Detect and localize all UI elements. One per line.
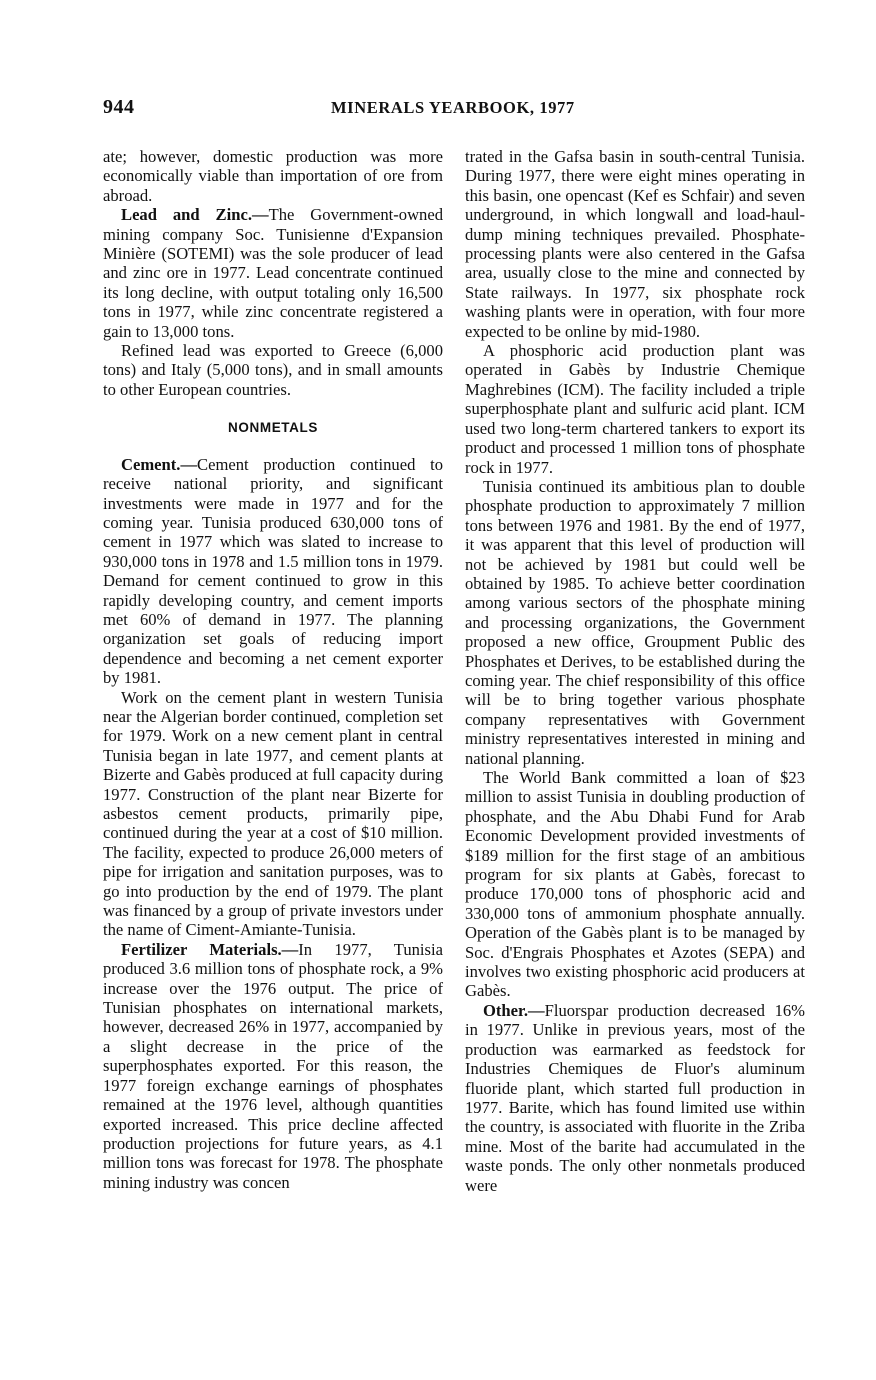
paragraph-gafsa: trated in the Gafsa basin in south-central Tunisia. During 1977, there were eight mines operating in this basin, one opencast (Kef es Schfair) and seven underground, in which longwall and load-haul-dump mining techniques prevailed. Phosphate-processing plants were also centered in the Gafsa area, usually close to the mine and connected by State railways. In 1977, six phosphate rock washing plants were in operation, with four more expected to be online by mid-1980. [465, 147, 805, 341]
paragraph-lead-zinc [103, 205, 443, 341]
run-in-heading-fertilizer: Fertilizer Materials.— [121, 939, 299, 959]
paragraph-text: Fluorspar production decreased 16% in 1977. Unlike in previous years, most of the production was earmarked as feedstock for Industries Chemiques de Fluor's aluminum fluoride plant, which started full production in 1977. Barite, which has found limited use within the country, is associated with fluorite in the Zriba mine. Most of the barite had accumulated in the waste ponds. The only other nonmetals produced were [465, 1000, 805, 1195]
paragraph-refined-lead: Refined lead was exported to Greece (6,000 tons) and Italy (5,000 tons), and in small amounts to other European countries. [103, 341, 443, 399]
section-heading-nonmetals: NONMETALS [228, 420, 318, 436]
paragraph-text: The Government-owned mining company Soc. Tunisienne d'Expansion Minière (SOTEMI) was the sole producer of lead and zinc ore in 1977. Lead concentrate continued its long decline, with output totaling only 16,500 tons in 1977, while zinc concentrate registered a gain to 13,000 tons. [103, 205, 444, 341]
page-number: 944 [103, 96, 135, 118]
run-in-heading-lead-zinc: Lead and Zinc.— [121, 205, 269, 225]
paragraph-cement-plant: Work on the cement plant in western Tunisia near the Algerian border continued, completion set for 1979. Work on a new cement plant in central Tunisia began in late 1977, and cement plants at Bizerte and Gabès produced at full capacity during 1977. Construction of the plant near Bizerte for asbestos cement products, primarily pipe, continued during the year at a cost of $10 million. The facility, expected to produce 26,000 meters of pipe for irrigation and sanitation purposes, was to go into production by the end of 1979. The plant was financed by a group of private investors under the name of Ciment-Amiante-Tunisia. [103, 687, 443, 940]
paragraph-other [465, 1001, 805, 1195]
paragraph-cement [103, 455, 443, 688]
paragraph-text: Cement production continued to receive national priority, and significant investments were made in 1977 and for the coming year. Tunisia produced 630,000 tons of cement in 1977 which was slated to increase to 930,000 tons in 1978 and 1.5 million tons in 1979. Demand for cement continued to grow in this rapidly developing country, and cement imports met 60% of demand in 1977. The planning organization set goals of reducing import dependence and becoming a net cement exporter by 1981. [103, 454, 443, 688]
left-column [103, 147, 443, 1192]
paragraph-world-bank: The World Bank committed a loan of $23 million to assist Tunisia in doubling production of phosphate, and the Abu Dhabi Fund for Arab Economic Development provided investments of $189 million for the first stage of an ambitious program for six plants at Gabès, forecast to produce 170,000 tons of phosphoric acid and 330,000 tons of ammonium phosphate annually. Operation of the Gabès plant is to be managed by Soc. d'Engrais Phosphates et Azotes (SEPA) and involves two existing phosphoric acid producers at Gabès. [465, 768, 805, 1001]
run-in-heading-cement: Cement.— [121, 454, 198, 474]
paragraph-fertilizer [103, 940, 443, 1192]
right-column [465, 147, 805, 1195]
paragraph-production-plan: Tunisia continued its ambitious plan to double phosphate production to approximately 7 million tons between 1976 and 1981. By the end of 1977, it was apparent that this level of production will not be achieved by 1981 but could well be obtained by 1985. To achieve better coordination among various sectors of the phosphate mining and processing organizations, the Government proposed a new office, Groupment Public des Phosphates et Derives, to be established during the coming year. The chief responsibility of this office will be to bring together various phosphate company representatives with Government ministry representatives interested in mining and national planning. [465, 476, 805, 768]
page-header [103, 96, 810, 122]
paragraph-text: In 1977, Tunisia produced 3.6 million tons of phosphate rock, a 9% increase over the 1976 output. The price of Tunisian phosphates on international markets, however, decreased 26% in 1977, accompanied by a slight decrease in the price of the superphosphates exported. For this reason, the 1977 foreign exchange earnings of phosphates remained at the 1976 level, although quantities exported increased. This price decline affected production projections for future years, as 4.1 million tons was forecast for 1978. The phosphate mining industry was concen [103, 939, 443, 1192]
run-in-heading-other: Other.— [483, 1000, 545, 1020]
paragraph-continued: ate; however, domestic production was more economically viable than importation of ore from abroad. [103, 147, 443, 205]
running-title: MINERALS YEARBOOK, 1977 [331, 98, 575, 117]
paragraph-phosphoric-acid: A phosphoric acid production plant was operated in Gabès by Industrie Chemique Maghrebines (ICM). The facility included a triple superphosphate plant and sulfuric acid plant. ICM used two long-term chartered tankers to export its product and processed 1 million tons of phosphate rock in 1977. [465, 341, 805, 477]
